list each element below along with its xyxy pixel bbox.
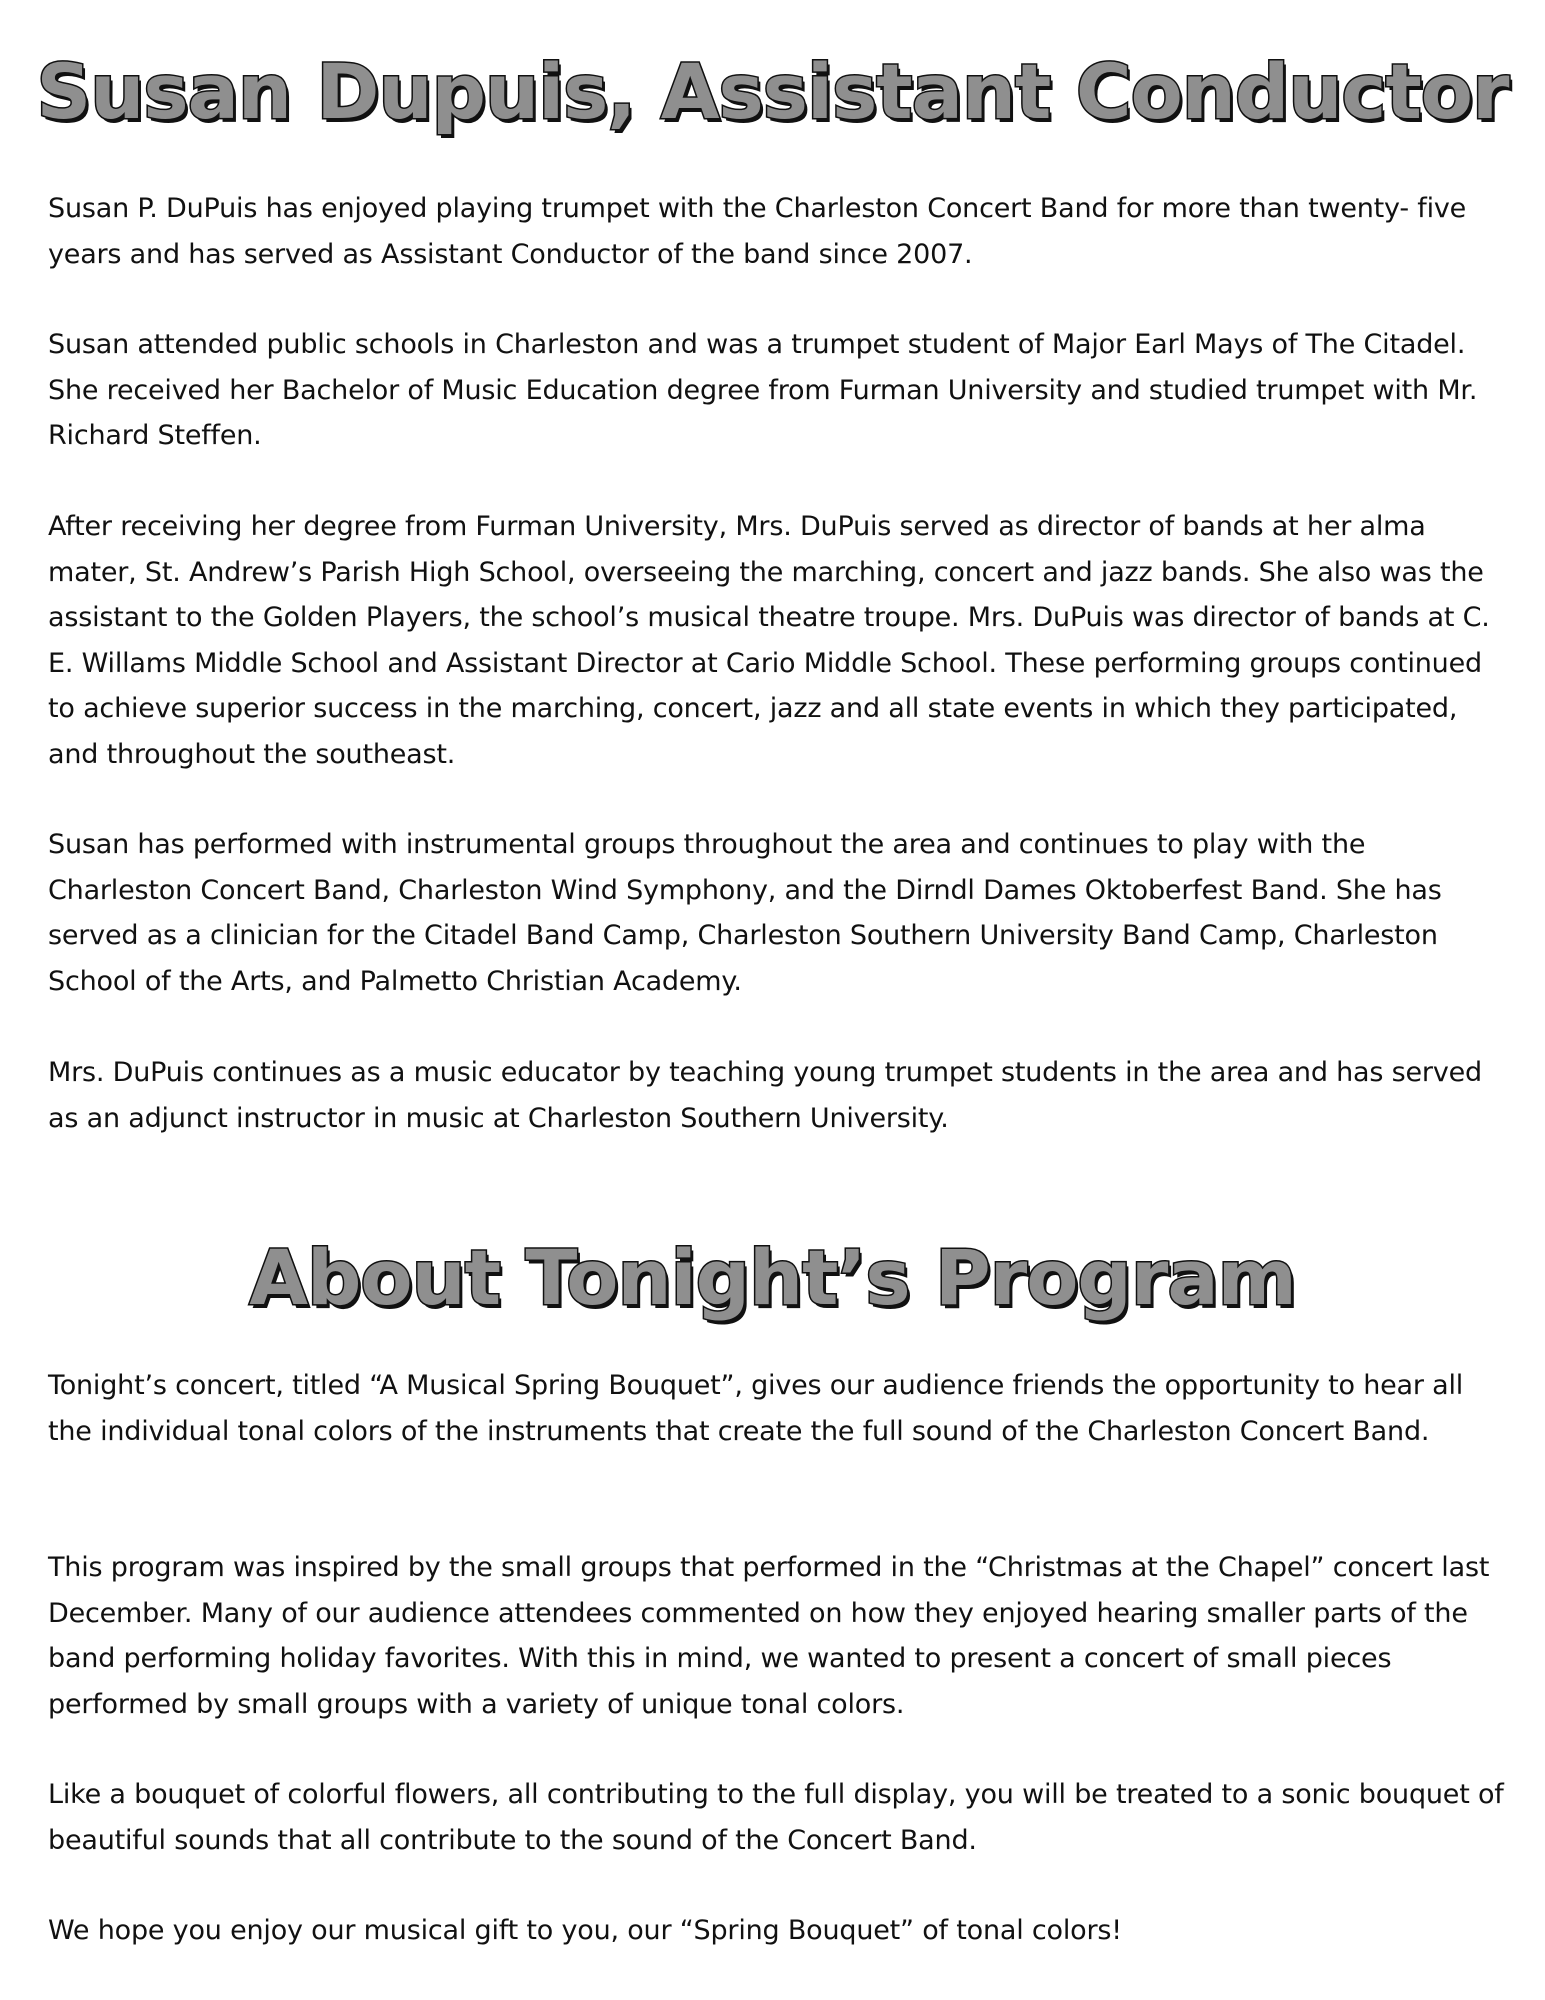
section-heading-program: About Tonight’s Program bbox=[249, 1233, 1296, 1322]
conductor-paragraph-1: Susan P. DuPuis has enjoyed playing trumpet with the Charleston Concert Band for more than twenty- five years and has served as Assistant Conductor of the band since 2007. bbox=[48, 193, 1467, 270]
conductor-paragraph-4: Susan has performed with instrumental groups throughout the area and continues to play with the Charleston Concert Band, Charleston Wind Symphony, and the Dirndl Dames Oktoberfest Band. She has served as a clinician for the Citadel Band Camp, Charleston Southern University Band Camp, Charleston School of the Arts, and Palmetto Christian Academy. bbox=[48, 829, 1442, 997]
conductor-paragraph-2: Susan attended public schools in Charleston and was a trumpet student of Major Earl Mays of The Citadel. She received her Bachelor of Music Education degree from Furman University and studied trumpet with Mr. Richard Steffen. bbox=[48, 329, 1478, 451]
program-paragraph-2: This program was inspired by the small groups that performed in the “Christmas at the Chapel” concert last December. Many of our audience attendees commented on how they enjoyed hearing smaller parts of the band performing holiday favorites. With this in mind, we wanted to present a concert of small pieces performed by small groups with a variety of unique tonal colors. bbox=[48, 1552, 1490, 1720]
conductor-paragraph-3: After receiving her degree from Furman University, Mrs. DuPuis served as director of bands at her alma mater, St. Andrew’s Parish High School, overseeing the marching, concert and jazz bands. She also was the assistant to the Golden Players, the school’s musical theatre troupe. Mrs. DuPuis was director of bands at C. E. Willams Middle School and Assistant Director at Cario Middle School. These performing groups continued to achieve superior success in the marching, concert, jazz and all state events in which they participated, and throughout the southeast. bbox=[48, 511, 1490, 770]
program-paragraph-1: Tonight’s concert, titled “A Musical Spring Bouquet”, gives our audience friends the opportunity to hear all the individual tonal colors of the instruments that create the full sound of the Charleston Concert Band. bbox=[48, 1370, 1464, 1447]
conductor-paragraph-5: Mrs. DuPuis continues as a music educator by teaching young trumpet students in the area and has served as an adjunct instructor in music at Charleston Southern University. bbox=[48, 1057, 1482, 1134]
program-paragraph-3: Like a bouquet of colorful flowers, all contributing to the full display, you will be treated to a sonic bouquet of beautiful sounds that all contribute to the sound of the Concert Band. bbox=[48, 1779, 1504, 1856]
program-paragraph-4: We hope you enjoy our musical gift to you, our “Spring Bouquet” of tonal colors! bbox=[48, 1915, 1122, 1946]
section-heading-conductor: Susan Dupuis, Assistant Conductor bbox=[36, 47, 1509, 136]
